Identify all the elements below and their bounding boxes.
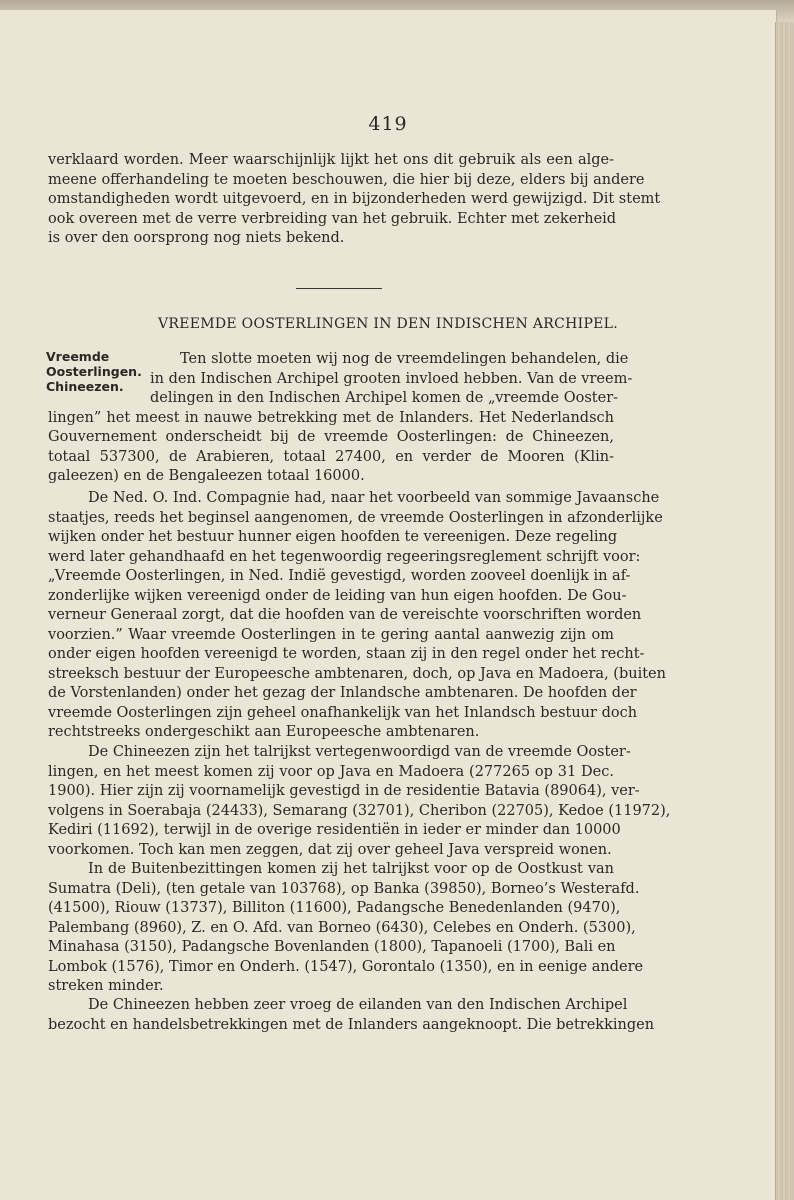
para3-line: Kediri (11692), terwijl in de overige residentiën in ieder er minder dan 10000 xyxy=(48,822,621,838)
para2-line: verneur Generaal zorgt, dat die hoofden van de vereischte voorschriften worden xyxy=(48,607,642,623)
para4-line: Sumatra (Deli), (ten getale van 103768), op Banka (39850), Borneo’s Westerafd. xyxy=(48,880,640,897)
para1-full xyxy=(48,409,614,487)
para3-line: lingen, en het meest komen zij voor op Java en Madoera (277265 op 31 Dec. xyxy=(48,763,614,780)
para4-line: Palembang (8960), Z. en O. Afd. van Borneo (6430), Celebes en Onderh. (5300), xyxy=(48,919,636,936)
para1-line: lingen” het meest in nauwe betrekking met de Inlanders. Het Nederlandsch xyxy=(48,409,614,426)
para2-line: zonderlijke wijken vereenigd onder de leiding van hun eigen hoofden. De Gou- xyxy=(48,587,627,604)
section-heading: VREEMDE OOSTERLINGEN IN DEN INDISCHEN ARCHIPEL. xyxy=(157,316,619,332)
para1-line: in den Indischen Archipel grooten invloed hebben. Van de vreem- xyxy=(150,370,633,387)
para2-line: De Ned. O. Ind. Compagnie had, naar het voorbeeld van sommige Javaansche xyxy=(88,490,660,506)
page-edge xyxy=(775,22,794,1200)
para2-line: „Vreemde Oosterlingen, in Ned. Indië gevestigd, worden zooveel doenlijk in af- xyxy=(48,568,631,584)
para2 xyxy=(48,489,666,743)
para2-line: de Vorstenlanden) onder het gezag der Inlandsche ambtenaren. De hoofden der xyxy=(48,685,637,701)
para5 xyxy=(48,996,655,1035)
intro-line: ook overeen met de verre verbreiding van het gebruik. Echter met zekerheid xyxy=(48,210,617,227)
para3-line: 1900). Hier zijn zij voornamelijk gevestigd in de residentie Batavia (89064), ver- xyxy=(48,783,640,799)
para2-line: staatjes, reeds het beginsel aangenomen, de vreemde Oosterlingen in afzonderlijke xyxy=(48,509,663,526)
page-number: 419 xyxy=(368,113,408,135)
para5-line: De Chineezen hebben zeer vroeg de eilanden van den Indischen Archipel xyxy=(88,997,628,1013)
para2-line: voorzien.” Waar vreemde Oosterlingen in te gering aantal aanwezig zijn om xyxy=(48,626,614,643)
intro-line: is over den oorsprong nog niets bekend. xyxy=(48,230,345,246)
para1-line: totaal 537300, de Arabieren, totaal 27400, en verder de Mooren (Klin- xyxy=(48,448,614,465)
para1-line: delingen in den Indischen Archipel komen de „vreemde Ooster- xyxy=(150,390,619,406)
intro-line: verklaard worden. Meer waarschijnlijk lijkt het ons dit gebruik als een alge- xyxy=(48,152,614,168)
para3-line: voorkomen. Toch kan men zeggen, dat zij over geheel Java verspreid wonen. xyxy=(48,841,612,858)
para5-line: bezocht en handelsbetrekkingen met de Inlanders aangeknoopt. Die betrekkingen xyxy=(48,1016,655,1033)
section-divider xyxy=(296,288,382,289)
margin-note: Vreemde Oosterlingen. Chineezen. xyxy=(46,349,142,394)
para2-line: onder eigen hoofden vereenigd te worden, staan zij in den regel onder het recht- xyxy=(48,646,645,662)
para4-line: streken minder. xyxy=(48,978,164,994)
para2-line: wijken onder het bestuur hunner eigen hoofden te vereenigen. Deze regeling xyxy=(48,529,618,545)
para2-line: vreemde Oosterlingen zijn geheel onafhankelijk van het Inlandsch bestuur doch xyxy=(48,704,638,721)
para3-line: De Chineezen zijn het talrijkst vertegenwoordigd van de vreemde Ooster- xyxy=(88,744,631,760)
para4-line: (41500), Riouw (13737), Billiton (11600), Padangsche Benedenlanden (9470), xyxy=(48,900,621,916)
para1-line: Gouvernement onderscheidt bij de vreemde Oosterlingen: de Chineezen, xyxy=(48,429,614,445)
para2-line: streeksch bestuur der Europeesche ambtenaren, doch, op Java en Madoera, (buiten xyxy=(48,665,666,682)
intro-line: omstandigheden wordt uitgevoerd, en in bijzonderheden werd gewijzigd. Dit stemt xyxy=(48,191,661,207)
para3 xyxy=(48,743,671,860)
intro-paragraph xyxy=(48,151,661,249)
para1-line: Ten slotte moeten wij nog de vreemdelingen behandelen, die xyxy=(180,351,629,367)
para3-line: volgens in Soerabaja (24433), Semarang (32701), Cheribon (22705), Kedoe (11972), xyxy=(48,802,671,819)
para4-line: Minahasa (3150), Padangsche Bovenlanden (1800), Tapanoeli (1700), Bali en xyxy=(48,939,616,955)
para4-line: Lombok (1576), Timor en Onderh. (1547), Gorontalo (1350), en in eenige andere xyxy=(48,958,644,975)
intro-line: meene offerhandeling te moeten beschouwen, die hier bij deze, elders bij andere xyxy=(48,171,645,188)
para4 xyxy=(48,860,644,997)
para1-narrow xyxy=(150,350,633,409)
para2-line: werd later gehandhaafd en het tegenwoordig regeeringsreglement schrijft voor: xyxy=(48,548,641,565)
para4-line: In de Buitenbezittingen komen zij het talrijkst voor op de Oostkust van xyxy=(88,861,614,877)
para1-line: galeezen) en de Bengaleezen totaal 16000. xyxy=(48,468,365,484)
para2-line: rechtstreeks ondergeschikt aan Europeesche ambtenaren. xyxy=(48,724,480,740)
